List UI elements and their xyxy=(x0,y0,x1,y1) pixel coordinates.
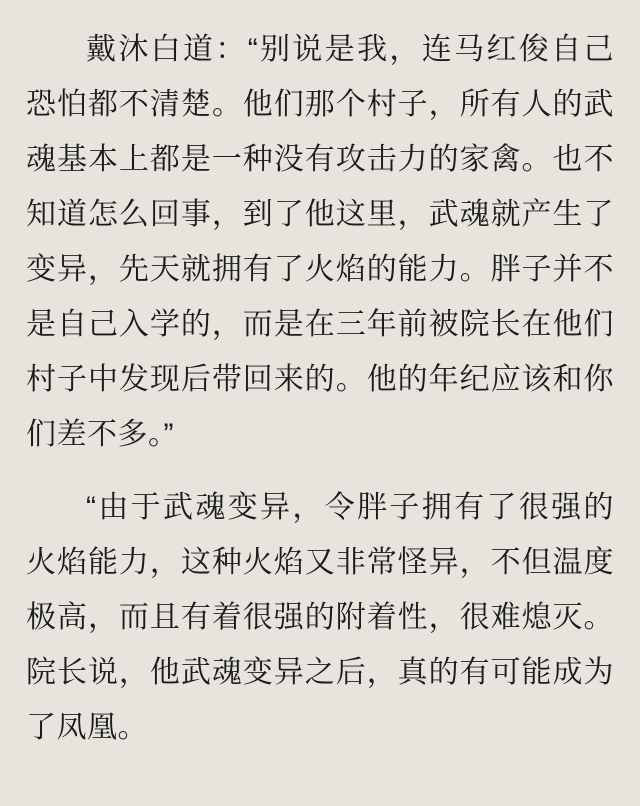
document-text-body xyxy=(26,22,614,755)
paragraph-2: “由于武魂变异，令胖子拥有了很强的火焰能力，这种火焰又非常怪异，不但温度极高，而且有着很强的附着性，很难熄灭。院长说，他武魂变异之后，真的有可能成为了凤凰。 xyxy=(26,491,614,744)
paragraph-1: 戴沐白道：“别说是我，连马红俊自己恐怕都不清楚。他们那个村子，所有人的武魂基本上都是一种没有攻击力的家禽。也不知道怎么回事，到了他这里，武魂就产生了变异，先天就拥有了火焰的能力。胖子并不是自己入学的，而是在三年前被院长在他们村子中发现后带回来的。他的年纪应该和你们差不多。” xyxy=(26,33,614,451)
